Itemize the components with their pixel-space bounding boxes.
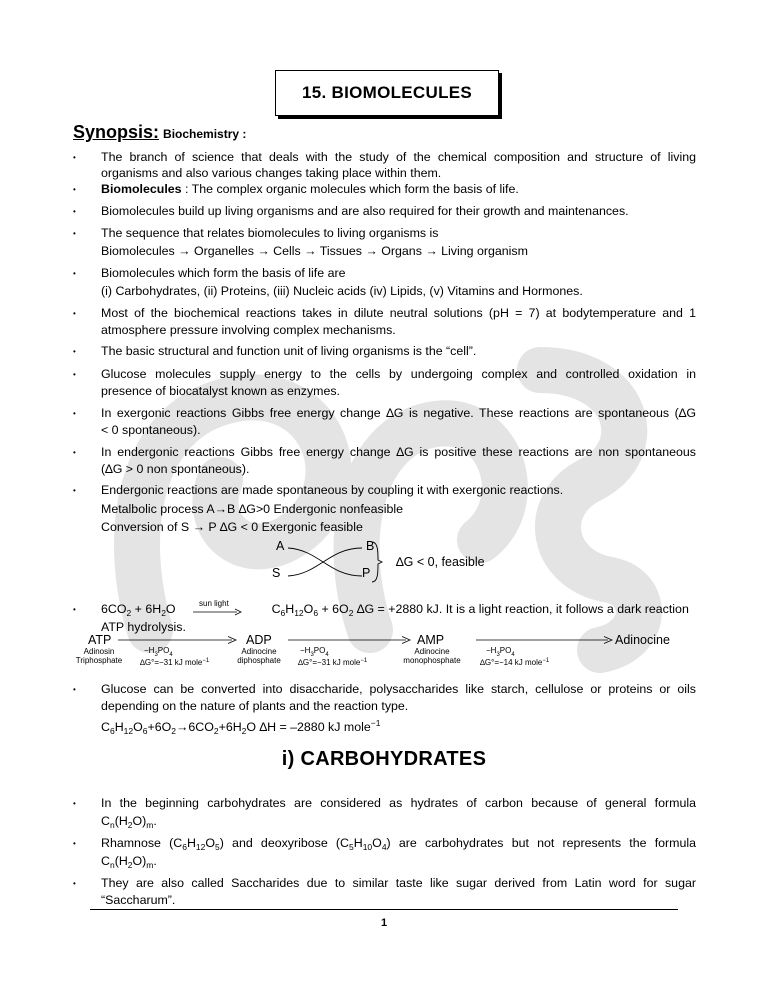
eq-part: (H <box>114 854 128 868</box>
text-line: Endergonic reactions are made spontaneous by coupling it with exergonic reactions. <box>101 483 564 497</box>
eq-part: (H <box>114 814 128 828</box>
superscript: −1 <box>542 658 550 664</box>
eq-part: →6CO <box>175 720 214 734</box>
eq-part: O) <box>132 854 147 868</box>
text-line: Biomolecules build up living organisms and are also required for their growth and maintenances. <box>101 204 629 218</box>
text-span: −H <box>486 646 497 655</box>
bullet-2: • <box>73 185 76 194</box>
formula-line <box>101 854 696 872</box>
subscript: 2 <box>213 726 219 736</box>
page-title-box <box>275 70 499 116</box>
eq-part: . <box>153 814 157 828</box>
text-span: PO <box>313 646 326 655</box>
eq-part: O) <box>132 814 147 828</box>
text-line: In endergonic reactions Gibbs free energy change ∆G is positive these reactions are non spontaneous <box>101 445 696 459</box>
subscript: 2 <box>161 608 166 618</box>
adenosine-label: Adinocine <box>615 633 670 647</box>
subscript: 5 <box>215 842 220 852</box>
subscript: n <box>109 860 115 870</box>
text-span: : The complex organic molecules which form the basis of life. <box>181 182 519 196</box>
subscript: 3 <box>496 652 500 658</box>
bullet-5: • <box>73 269 76 278</box>
text-line: The basic structural and function unit of living organisms is the “cell”. <box>101 344 477 358</box>
text-line: Most of the biochemical reactions takes in dilute neutral solutions (pH = 7) at bodytemperature and 1 <box>101 306 696 320</box>
bullet-10: • <box>73 448 76 457</box>
subscript: 3 <box>310 652 314 658</box>
delta-g-3 <box>480 656 549 668</box>
subscript: 10 <box>362 842 373 852</box>
subscript: 6 <box>182 842 187 852</box>
bullet-6: • <box>73 309 76 318</box>
eq-part: Rhamnose (C <box>101 836 183 850</box>
text-line: ATP hydrolysis. <box>101 620 186 634</box>
subscript: 2 <box>348 608 354 618</box>
text-line: Glucose molecules supply energy to the cells by undergoing complex and controlled oxidation in <box>101 367 696 381</box>
subscript: 6 <box>109 726 115 736</box>
eq-part: C <box>101 720 110 734</box>
amp-name-1: Adinocine <box>414 647 450 656</box>
eq-part: + 6H <box>131 602 162 616</box>
sunlight-condition: sun light <box>199 599 229 608</box>
subscript: m <box>146 820 154 830</box>
sunlight-arrow <box>193 608 243 616</box>
text-span: ∆G°=−31 kJ mole <box>140 658 203 667</box>
superscript: −1 <box>360 658 368 664</box>
bullet-7: • <box>73 347 76 356</box>
bullet-14: • <box>73 799 76 808</box>
text-span: ∆G°=−14 kJ mole <box>480 658 543 667</box>
adp-name-2: diphosphate <box>237 656 281 665</box>
subscript: 2 <box>126 608 132 618</box>
subscript: m <box>146 860 154 870</box>
eq-part: 6CO <box>101 602 127 616</box>
synopsis-subtitle: Biochemistry : <box>163 127 247 141</box>
subscript: 4 <box>511 652 515 658</box>
text-line: Metalbolic process A→B ∆G>0 Endergonic nonfeasible <box>101 502 404 516</box>
text-line: Biomolecules which form the basis of life are <box>101 266 346 280</box>
subscript: 2 <box>127 820 133 830</box>
text-line: The sequence that relates biomolecules to living organisms is <box>101 226 439 240</box>
formula-line <box>101 814 696 832</box>
adp-label: ADP <box>246 633 272 647</box>
eq-part: H <box>353 836 363 850</box>
bold-term: Biomolecules <box>101 182 182 196</box>
text-span: −H <box>300 646 311 655</box>
subscript: 12 <box>195 842 206 852</box>
synopsis-label: Synopsis: <box>73 122 160 142</box>
coupling-cross-lines <box>284 540 380 584</box>
text-span: −H <box>144 646 155 655</box>
subscript: 3 <box>154 652 158 658</box>
coupling-result: ∆G < 0, feasible <box>396 555 485 569</box>
hydrolysis-arrows <box>118 636 618 646</box>
adp-name-1: Adinocine <box>241 647 277 656</box>
section-heading-carbohydrates: i) CARBOHYDRATES <box>281 748 487 770</box>
eq-part: O <box>372 836 382 850</box>
eq-part: O <box>133 720 143 734</box>
text-span: PO <box>499 646 512 655</box>
eq-part: C <box>101 814 110 828</box>
subscript: 6 <box>142 726 148 736</box>
text-line: atmosphere pressure involving complex mechanisms. <box>101 323 396 337</box>
text-line: presence of biocatalyst known as enzymes. <box>101 384 340 398</box>
text-span: ∆G°=−31 kJ mole <box>298 658 361 667</box>
subscript: 12 <box>294 608 304 618</box>
eq-part: ) are carbohydrates but not represents the formula <box>386 836 697 850</box>
text-line <box>101 836 696 854</box>
synopsis-heading <box>73 122 246 143</box>
text-line: (i) Carbohydrates, (ii) Proteins, (iii) Nucleic acids (iv) Lipids, (v) Vitamins and Hormones. <box>101 284 583 298</box>
eq-part: ) and deoxyribose (C <box>219 836 350 850</box>
text-line: Glucose can be converted into disaccharide, polysaccharides like starch, cellulose or proteins or oils <box>101 682 696 696</box>
subscript: 4 <box>169 652 173 658</box>
footer-rule <box>90 909 678 910</box>
coupling-b: B <box>366 539 375 553</box>
text-line: The branch of science that deals with the study of the chemical composition and structure of living <box>101 150 696 164</box>
eq-part: H <box>114 720 124 734</box>
subscript: 2 <box>171 726 176 736</box>
subscript: 12 <box>123 726 134 736</box>
text-line: Biomolecules → Organelles → Cells → Tissues → Organs → Living organism <box>101 244 528 258</box>
text-line: “Saccharum”. <box>101 893 176 907</box>
eq-part: O <box>303 602 314 616</box>
bullet-9: • <box>73 409 76 418</box>
eq-part: C <box>271 602 281 616</box>
eq-part: . <box>153 854 157 868</box>
respiration-equation <box>101 716 696 738</box>
text-line <box>101 182 696 196</box>
delta-g-2 <box>298 656 367 668</box>
subscript: 2 <box>127 860 133 870</box>
subscript: 6 <box>313 608 319 618</box>
eq-part: H <box>186 836 196 850</box>
bullet-3: • <box>73 207 76 216</box>
amp-label: AMP <box>417 633 445 647</box>
subscript: 5 <box>349 842 354 852</box>
superscript: −1 <box>370 718 381 728</box>
subscript: 6 <box>280 608 286 618</box>
text-span: PO <box>157 646 170 655</box>
amp-name-2: monophosphate <box>403 656 461 665</box>
bullet-12: • <box>73 605 76 614</box>
bullet-1: • <box>73 153 76 162</box>
eq-part: ∆G = +2880 kJ. It is a light reaction, it follows a dark reaction <box>353 602 689 616</box>
subscript: n <box>109 820 115 830</box>
eq-part: +6O <box>147 720 172 734</box>
text-line: organisms and also various changes taking place within them. <box>101 166 442 180</box>
bullet-4: • <box>73 229 76 238</box>
subscript: 2 <box>241 726 247 736</box>
eq-part: + 6O <box>318 602 349 616</box>
coupling-a: A <box>276 539 285 553</box>
eq-part: H <box>285 602 295 616</box>
subscript: 4 <box>381 842 387 852</box>
text-line: (∆G > 0 non spontaneous). <box>101 462 250 476</box>
subscript: 4 <box>325 652 329 658</box>
atp-label: ATP <box>88 633 112 647</box>
delta-g-1 <box>140 656 209 668</box>
page-number: 1 <box>380 917 388 929</box>
bullet-15: • <box>73 839 76 848</box>
photosynthesis-equation <box>101 602 696 620</box>
superscript: −1 <box>202 658 210 664</box>
eq-part: O <box>165 602 176 616</box>
text-line: In the beginning carbohydrates are considered as hydrates of carbon because of general formula <box>101 796 696 810</box>
text-line: depending on the nature of plants and the reaction type. <box>101 699 409 713</box>
page-title: 15. BIOMOLECULES <box>301 83 473 102</box>
bullet-16: • <box>73 879 76 888</box>
eq-part: +6H <box>218 720 242 734</box>
eq-part: O ∆H = –2880 kJ mole <box>246 720 371 734</box>
coupling-s: S <box>272 566 281 580</box>
eq-part: C <box>101 854 110 868</box>
bullet-11: • <box>73 486 76 495</box>
eq-part: O <box>205 836 215 850</box>
text-line: Conversion of S → P ∆G < 0 Exergonic feasible <box>101 520 363 534</box>
text-line: < 0 spontaneous). <box>101 423 201 437</box>
bullet-13: • <box>73 685 76 694</box>
text-line: In exergonic reactions Gibbs free energy change ∆G is negative. These reactions are spontaneous (∆G <box>101 406 696 420</box>
bullet-8: • <box>73 370 76 379</box>
coupling-p: P <box>362 566 371 580</box>
text-line: They are also called Saccharides due to similar taste like sugar derived from Latin word for sugar <box>101 876 696 890</box>
atp-name-2: Triphosphate <box>75 656 123 665</box>
atp-name-1: Adinosin <box>83 647 115 656</box>
